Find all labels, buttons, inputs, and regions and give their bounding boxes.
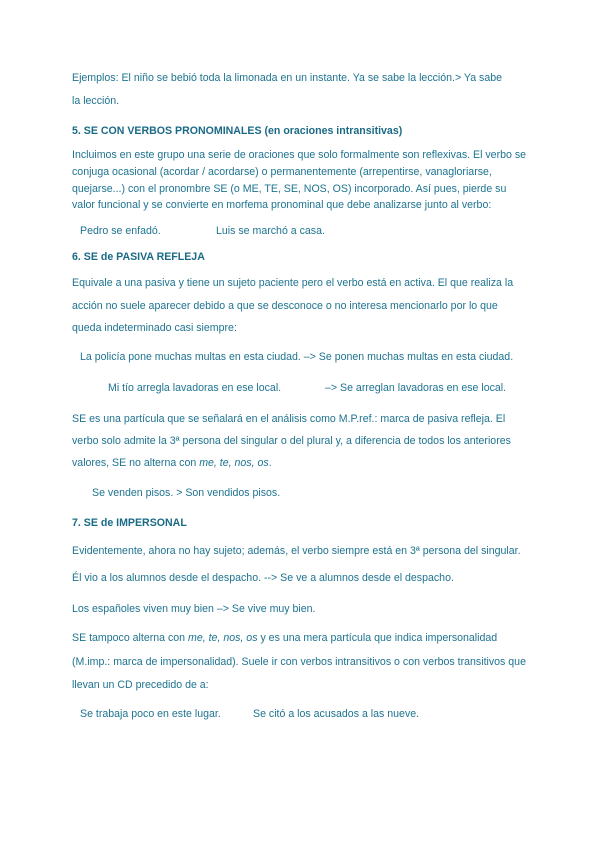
example-line: Se citó a los acusados a las nueve. <box>253 708 420 720</box>
paragraph-line: (M.imp.: marca de impersonalidad). Suele ir con verbos intransitivos o con verbos transitivos que <box>72 656 526 668</box>
example-line: Ejemplos: El niño se bebió toda la limonada en un instante. Ya se sabe la lección.> Ya sabe <box>72 72 503 84</box>
text-segment: valores, SE no alterna con <box>72 457 200 469</box>
example-line: La policía pone muchas multas en esta ciudad. –> Se ponen muchas multas en esta ciudad. <box>80 351 514 363</box>
example-line: Mi tío arregla lavadoras en ese local. <box>108 382 282 394</box>
example-line: Se trabaja poco en este lugar. <box>80 708 221 720</box>
paragraph-line <box>72 632 497 645</box>
example-line: la lección. <box>72 95 120 107</box>
text-segment: y es una mera partícula que indica impersonalidad <box>257 632 498 644</box>
paragraph-line <box>72 457 272 470</box>
paragraph-line: queda indeterminado casi siempre: <box>72 322 237 334</box>
paragraph-line: quejarse...) con el pronombre SE (o ME, TE, SE, NOS, OS) incorporado. Así pues, pierde su <box>72 183 507 195</box>
paragraph-line: Él vio a los alumnos desde el despacho. --> Se ve a alumnos desde el despacho. <box>72 572 454 584</box>
section-heading-5: 5. SE CON VERBOS PRONOMINALES (en oraciones intransitivas) <box>72 125 403 137</box>
example-line: Luis se marchó a casa. <box>216 225 325 237</box>
example-line: –> Se arreglan lavadoras en ese local. <box>325 382 507 394</box>
italic-segment: me, te, nos, os <box>199 457 269 469</box>
paragraph-line: valor funcional y se convierte en morfema pronominal que debe analizarse junto al verbo: <box>72 199 492 211</box>
paragraph-line: Incluimos en este grupo una serie de oraciones que solo formalmente son reflexivas. El verbo se <box>72 149 527 161</box>
paragraph-line: llevan un CD precedido de a: <box>72 679 209 691</box>
paragraph-line: Equivale a una pasiva y tiene un sujeto paciente pero el verbo está en activa. El que realiza la <box>72 277 514 289</box>
paragraph-line: conjuga ocasional (acordar / acordarse) o permanentemente (arrepentirse, vanagloriarse, <box>72 166 492 178</box>
paragraph-line: acción no suele aparecer debido a que se desconoce o no interesa mencionarlo por lo que <box>72 300 498 312</box>
paragraph-line: Evidentemente, ahora no hay sujeto; además, el verbo siempre está en 3ª persona del singular. <box>72 545 521 557</box>
text-segment: SE tampoco alterna con <box>72 632 189 644</box>
section-heading-6: 6. SE de PASIVA REFLEJA <box>72 251 205 263</box>
paragraph-line: verbo solo admite la 3ª persona del singular o del plural y, a diferencia de todos los anteriores <box>72 435 511 447</box>
example-line: Pedro se enfadó. <box>80 225 161 237</box>
example-line: Se venden pisos. > Son vendidos pisos. <box>92 487 281 499</box>
text-segment: . <box>268 457 272 469</box>
section-heading-7: 7. SE de IMPERSONAL <box>72 517 187 529</box>
paragraph-line: Los españoles viven muy bien –> Se vive muy bien. <box>72 603 316 615</box>
paragraph-line: SE es una partícula que se señalará en el análisis como M.P.ref.: marca de pasiva refleja. El <box>72 413 506 425</box>
italic-segment: me, te, nos, os <box>188 632 258 644</box>
